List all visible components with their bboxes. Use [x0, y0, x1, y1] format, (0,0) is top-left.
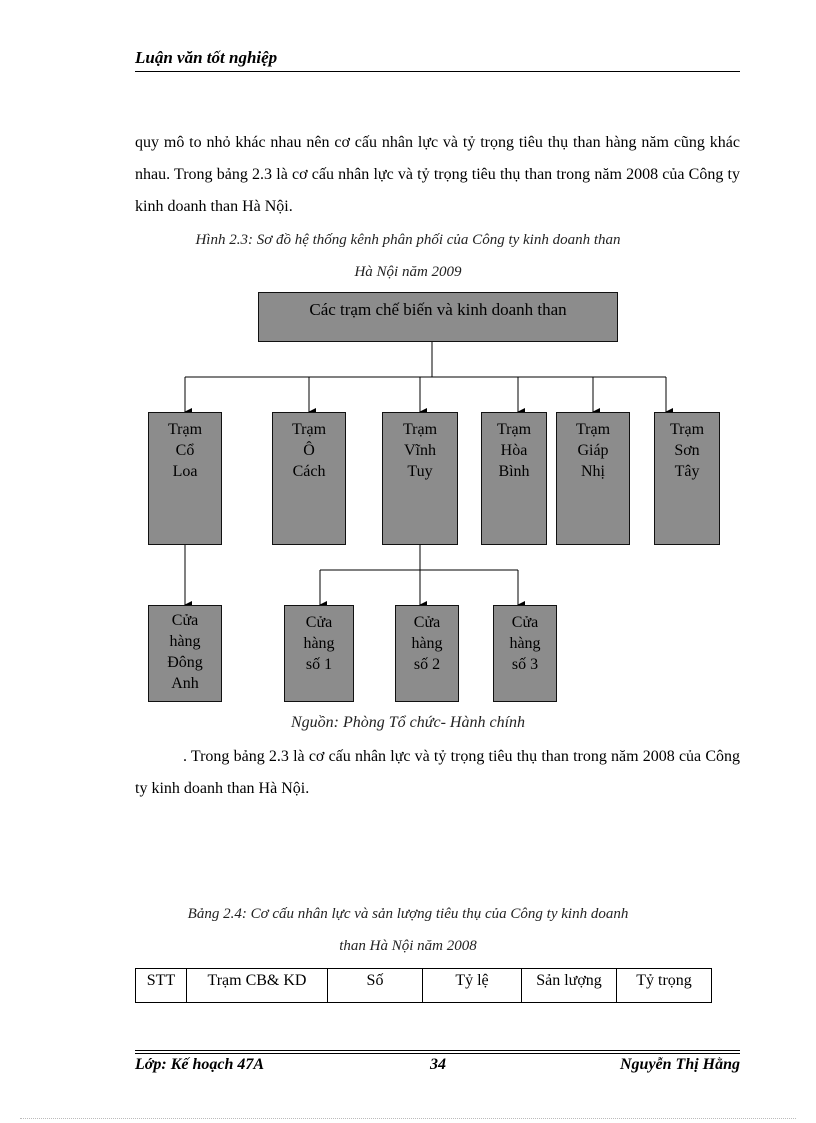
figure-caption-line2: Hà Nội năm 2009	[354, 264, 462, 280]
store-dong-anh	[148, 605, 222, 702]
table-caption-line2: than Hà Nội năm 2008	[339, 938, 477, 954]
table-header-cell: STT	[136, 969, 187, 1003]
store-line: Cửa	[305, 614, 333, 631]
figure-caption-line1: Hình 2.3: Sơ đồ hệ thống kênh phân phối của Công ty kinh doanh than	[195, 232, 621, 248]
store-so-3	[493, 605, 557, 702]
station-line: Trạm	[291, 421, 327, 438]
station-giap-nhi	[556, 412, 630, 545]
store-line: hàng	[509, 635, 541, 652]
store-line: hàng	[411, 635, 443, 652]
station-line: Bình	[498, 463, 530, 480]
figure-source: Nguồn: Phòng Tổ chức- Hành chính	[290, 714, 526, 731]
intro-paragraph: quy mô to nhỏ khác nhau nên cơ cấu nhân lực và tỷ trọng tiêu thụ than hàng năm cũng khác nhau. Trong bảng 2.3 là cơ cấu nhân lực và tỷ trọng tiêu thụ than trong năm 2008 của Công ty kinh doanh than Hà Nội.	[135, 134, 740, 215]
page-edge	[20, 1118, 796, 1119]
store-so-2	[395, 605, 459, 702]
table-header-cell: Số	[328, 969, 423, 1003]
store-line: số 1	[305, 656, 333, 673]
station-line: Sơn	[674, 442, 700, 459]
table-header-cell: Sản lượng	[522, 969, 617, 1003]
station-line: Trạm	[167, 421, 203, 438]
store-so-1	[284, 605, 354, 702]
station-line: Trạm	[669, 421, 705, 438]
station-hoa-binh	[481, 412, 547, 545]
station-line: Cổ	[175, 442, 195, 459]
station-line: Trạm	[496, 421, 532, 438]
table-caption-line1: Bảng 2.4: Cơ cấu nhân lực và sản lượng tiêu thụ của Công ty kinh doanh	[187, 906, 629, 922]
table-header-row	[136, 969, 712, 1003]
footer-rule	[135, 1053, 740, 1054]
station-co-loa	[148, 412, 222, 545]
station-son-tay	[654, 412, 720, 545]
station-line: Tuy	[407, 463, 433, 480]
station-vinh-tuy	[382, 412, 458, 545]
station-line: Ô	[303, 442, 315, 459]
station-line: Hòa	[500, 442, 528, 459]
station-line: Nhị	[581, 463, 605, 480]
store-line: hàng	[169, 633, 201, 650]
distribution-root-box: Các trạm chế biến và kinh doanh than	[258, 292, 618, 342]
footer-rule	[135, 1050, 740, 1051]
table-header-cell: Tỷ trọng	[617, 969, 712, 1003]
station-o-cach	[272, 412, 346, 545]
footer-author: Nguyễn Thị Hằng	[619, 1056, 740, 1073]
store-line: Cửa	[413, 614, 441, 631]
running-header: Luận văn tốt nghiệp	[135, 48, 278, 67]
station-line: Giáp	[577, 442, 609, 459]
station-line: Loa	[172, 463, 198, 480]
station-line: Trạm	[402, 421, 438, 438]
station-line: Vĩnh	[404, 442, 436, 459]
store-line: Anh	[171, 675, 199, 692]
second-paragraph: . Trong bảng 2.3 là cơ cấu nhân lực và tỷ trọng tiêu thụ than trong năm 2008 của Công ty kinh doanh than Hà Nội.	[135, 748, 740, 797]
store-line: Cửa	[511, 614, 539, 631]
station-line: Trạm	[575, 421, 611, 438]
footer-page-number: 34	[430, 1056, 446, 1073]
store-line: Đông	[167, 654, 203, 671]
store-line: số 2	[413, 656, 441, 673]
station-line: Tây	[674, 463, 700, 480]
table-header-cell: Tỷ lệ	[423, 969, 522, 1003]
store-line: hàng	[303, 635, 335, 652]
store-line: số 3	[511, 656, 539, 673]
station-line: Cách	[292, 463, 326, 480]
footer-class: Lớp: Kế hoạch 47A	[135, 1056, 265, 1073]
store-line: Cửa	[171, 612, 199, 629]
table-2-4	[135, 968, 712, 1003]
table-header-cell: Trạm CB& KD	[187, 969, 328, 1003]
